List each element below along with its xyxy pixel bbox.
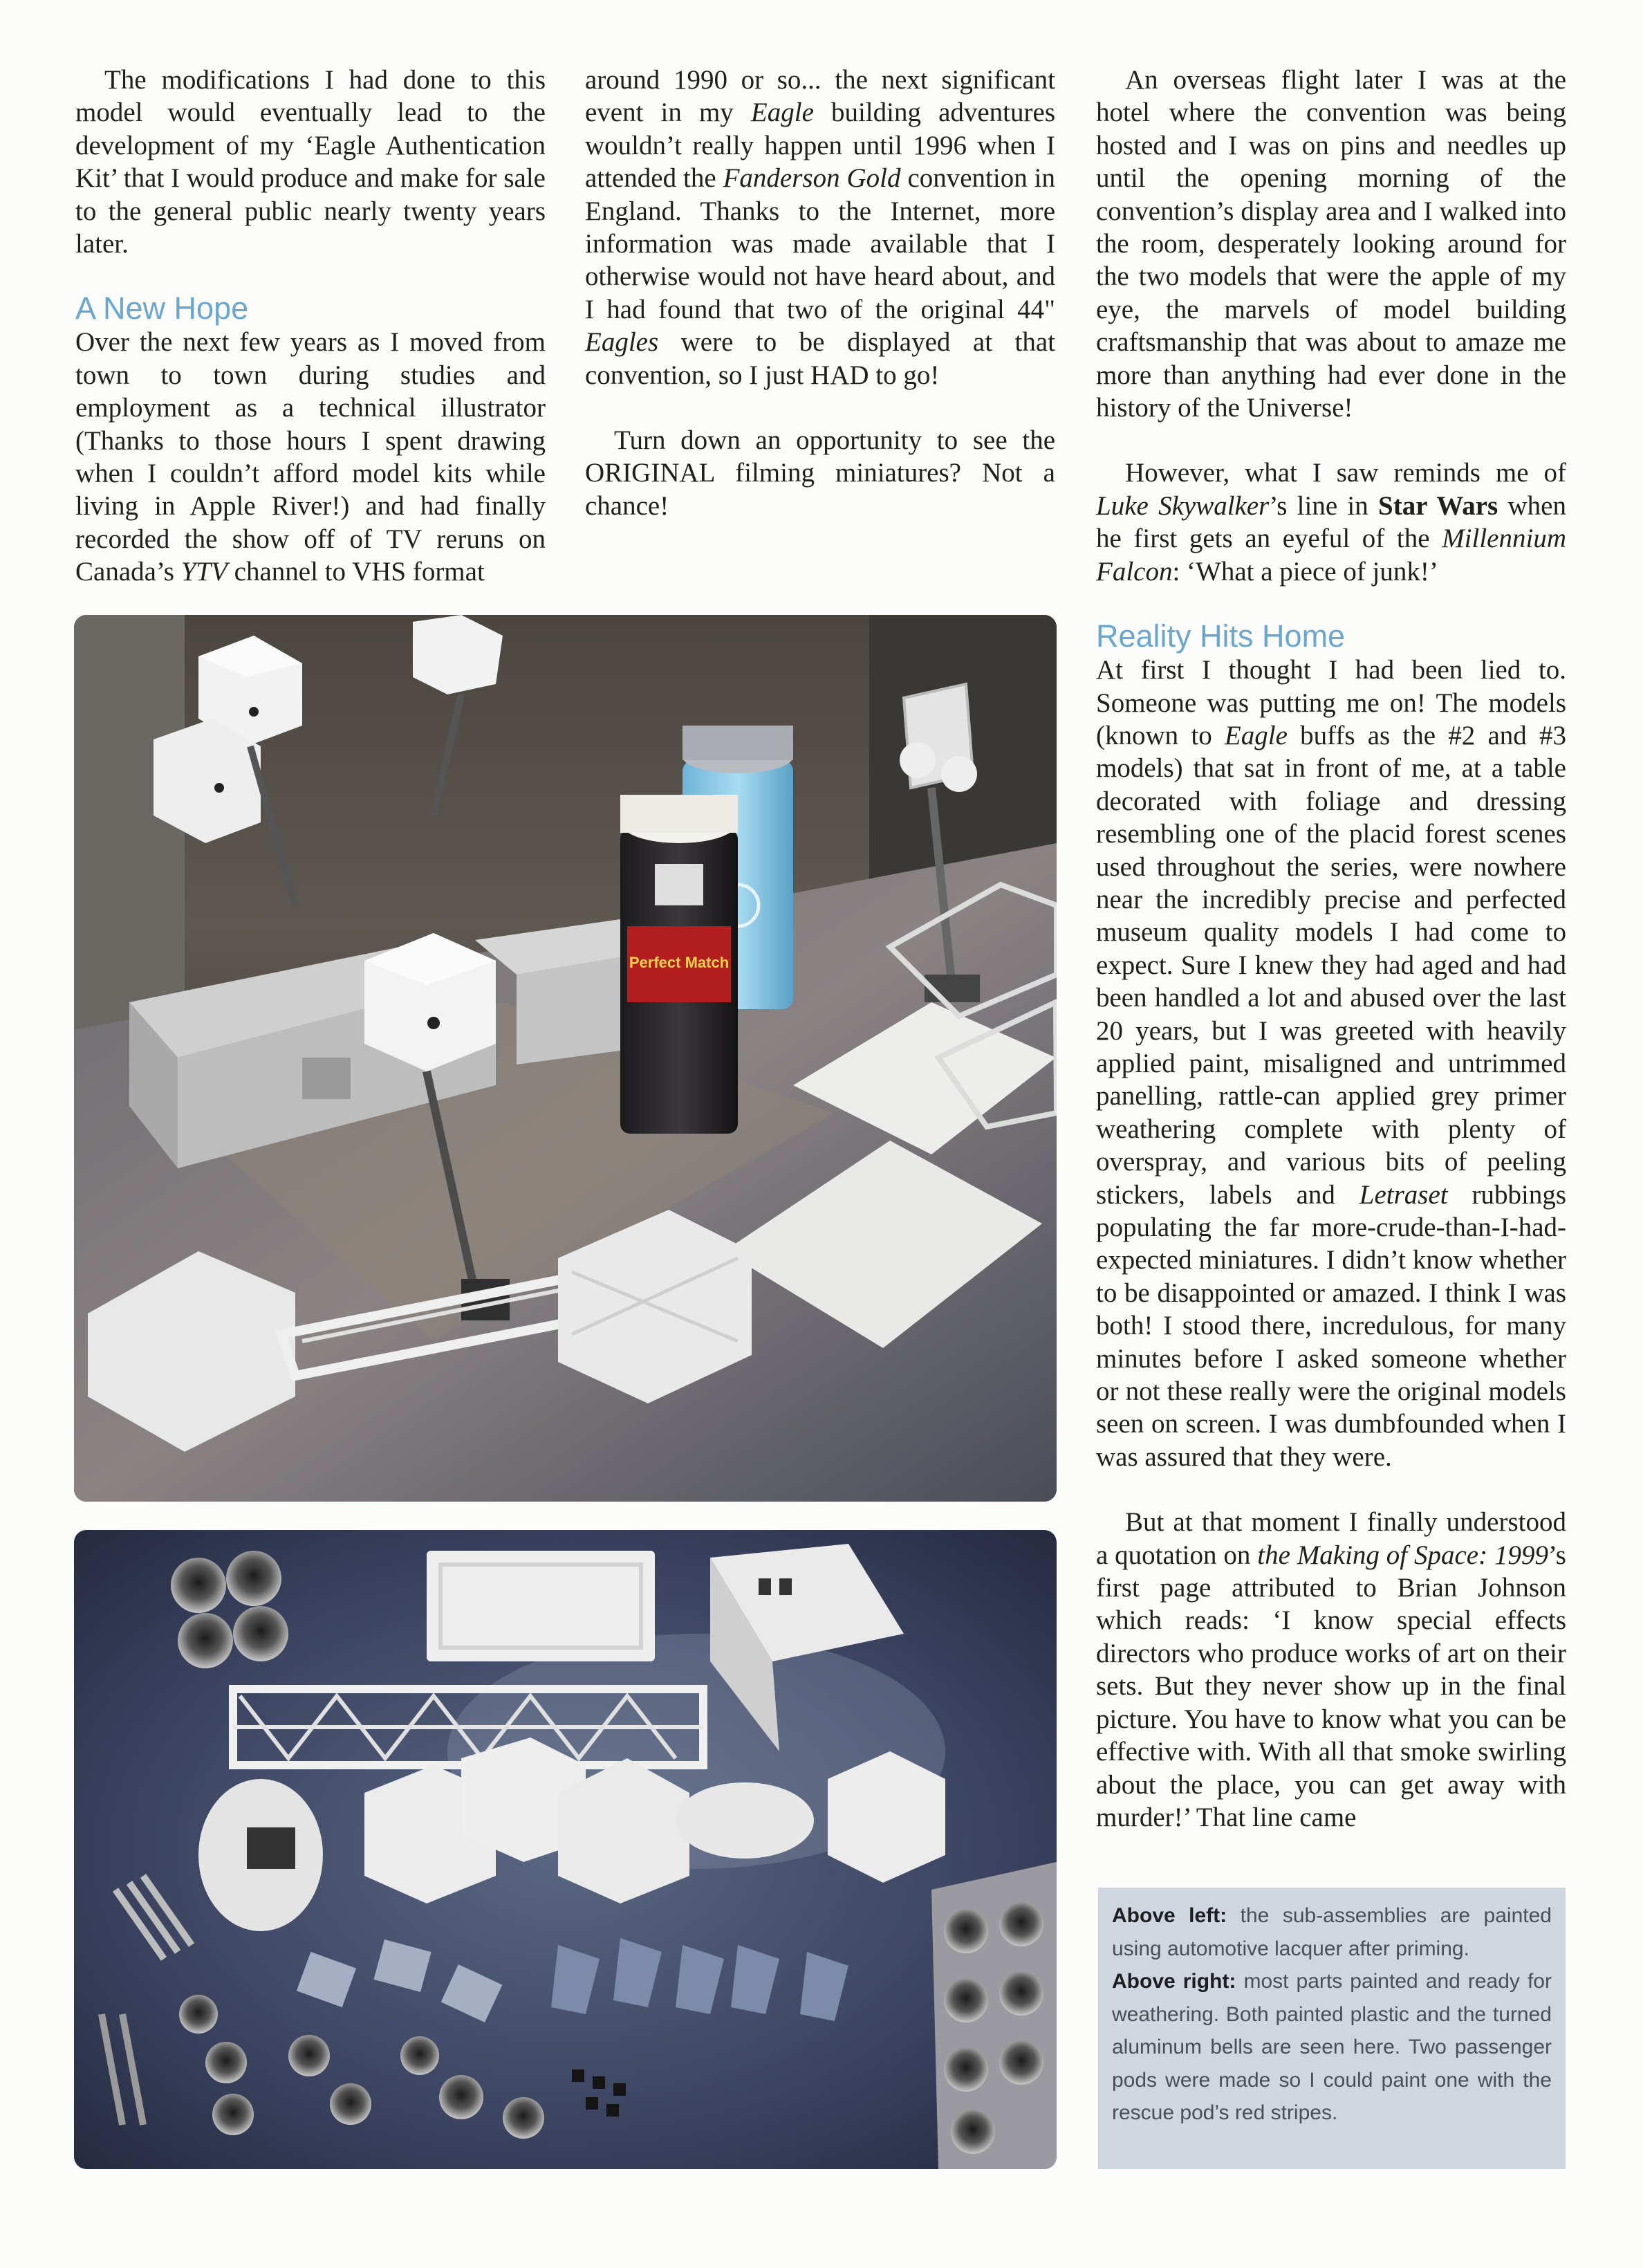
- col1-paragraph-2: [75, 326, 546, 588]
- caption-above-right: [1112, 1965, 1552, 2130]
- col2-paragraph-2: Turn down an opportunity to see the ORIGINAL filming miniatures? Not a chance!: [585, 425, 1055, 521]
- inline-em-eagles: Eagles: [585, 327, 659, 358]
- caption-text-above-left: the sub-assemblies are painted using automotive lacquer after priming.: [1112, 1904, 1552, 1960]
- section-heading-a-new-hope: A New Hope: [75, 291, 249, 326]
- col3-paragraph-1: An overseas flight later I was at the hotel where the convention was being hosted and I was on pins and needles up until the opening morning of the convention’s display area and I walked into the room, desperately looking around for the two models that were the apple of my eye, the marvels of model building craftsmanship that was about to amaze me more than anything had ever done in the history of the Universe!: [1096, 65, 1566, 423]
- inline-em-eagle: Eagle: [750, 98, 814, 128]
- caption-text-above-right: most parts painted and ready for weathering. Both painted plastic and the turned aluminum bells are seen here. Two passenger pods were made so I could paint one with the rescue pod’s red stripes.: [1112, 1970, 1552, 2124]
- col2-paragraph-1: around 1990 or so... the next significant event in my Eagle building adventures wouldn’t really happen until 1996 when I attended the Fanderson Gold convention in England. Thanks to the Internet, more information was made available that I otherwise would not have heard about, and I had found that two of the original 44" Eagles were to be displayed at that convention, so I just HAD to go!: [585, 65, 1055, 390]
- photo-parts-image: [74, 1530, 1057, 2169]
- inline-em-making: the Making of Space: 1999: [1257, 1540, 1548, 1570]
- col3-paragraph-4: But at that moment I finally understood a quotation on the Making of Space: 1999’s first page attributed to Brian Johnson which reads: ‘I know special effects directors who produce works of art on their sets. But they never show up in the final picture. You have to know what you can be effective with. With all that smoke swirling about the place, you can get away with murder!’ That line came: [1096, 1507, 1566, 1832]
- photo-subassemblies-image: [74, 615, 1057, 1502]
- inline-em-eagle2: Eagle: [1224, 720, 1288, 750]
- inline-strong-starwars: Star Wars: [1378, 490, 1498, 521]
- col3-paragraph-2: However, what I saw reminds me of Luke Skywalker’s line in Star Wars when he first gets an eyeful of the Millennium Falcon: ‘What a piece of junk!’: [1096, 458, 1566, 587]
- col3-paragraph-3: At first I thought I had been lied to. Someone was putting me on! The models (known to Eagle buffs as the #2 and #3 models) that sat in front of me, at a table decorated with foliage and dressing resembling one of the placid forest scenes used throughout the series, were nowhere near the incredibly precise and perfected museum quality models I had come to expect. Sure I knew they had aged and had been handled a lot and abused over the last 20 years, but I was greeted with heavily applied paint, misaligned and untrimmed panelling, rattle-can applied grey primer weathering complete with plenty of overspray, and various bits of peeling stickers, labels and Letraset rubbings populating the far more-crude-than-I-had-expected miniatures. I didn’t know whether to be disappointed or amazed. I think I was both! I stood there, incredulous, for many minutes before I asked someone whether or not these really were the original models seen on screen. I was dumbfounded when I was assured that they were.: [1096, 655, 1566, 1472]
- inline-em-luke: Luke Skywalker: [1096, 490, 1270, 521]
- photo-caption-box: [1098, 1888, 1566, 2169]
- inline-em-falcon: Millennium Falcon: [1096, 524, 1566, 587]
- col1-paragraph-1: The modifications I had done to this model would eventually lead to the development of my ‘Eagle Authentication Kit’ that I would produce and make for sale to the general public nearly twenty years later.: [75, 65, 546, 259]
- inline-em-letraset: Letraset: [1359, 1179, 1448, 1210]
- col1-p2-text: Over the next few years as I moved from town to town during studies and employment as a technical illustrator (Thanks to those hours I spent drawing when I couldn’t afford model kits while living in Apple River!) and had finally recorded the show off of TV reruns on Canada’s YTV channel to VHS format: [75, 327, 546, 587]
- photo-painted-subassemblies: [74, 615, 1057, 1502]
- can-label-text: Perfect Match: [629, 954, 730, 971]
- inline-em-fanderson: Fanderson Gold: [723, 163, 901, 194]
- caption-label-above-right: Above right:: [1112, 1970, 1236, 1993]
- photo-parts-ready-for-weathering: [74, 1530, 1057, 2169]
- column-3: [1096, 64, 1566, 1834]
- column-1: [75, 64, 546, 589]
- inline-em-ytv: YTV: [180, 557, 228, 587]
- caption-label-above-left: Above left:: [1112, 1904, 1227, 1927]
- caption-above-left: [1112, 1899, 1552, 1965]
- column-2: [585, 64, 1055, 522]
- section-heading-reality-hits-home: Reality Hits Home: [1096, 618, 1346, 654]
- bell-tray: [931, 1862, 1057, 2169]
- pod-4: [364, 933, 496, 1071]
- spray-can-lacquer: [620, 795, 738, 1134]
